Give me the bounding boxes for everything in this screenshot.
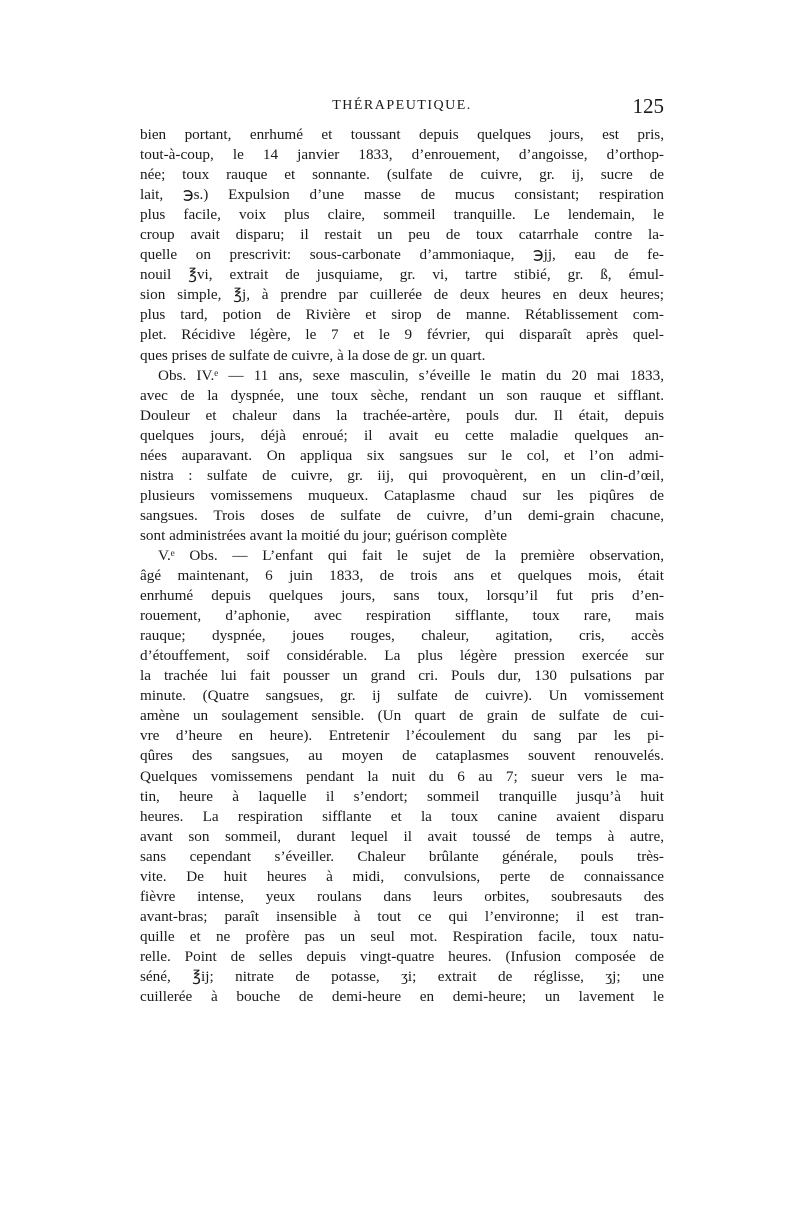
text-line: plet. Récidive légère, le 7 et le 9 février, qui disparaît après quel- bbox=[140, 326, 664, 344]
text-line: quelle on prescrivit: sous-carbonate d’ammoniaque, ℈jj, eau de fe- bbox=[140, 246, 664, 264]
text-line: croup avait disparu; il restait un peu de toux catarrhale contre la- bbox=[140, 226, 664, 244]
text-line: bien portant, enrhumé et toussant depuis quelques jours, est pris, bbox=[140, 126, 664, 143]
text-line: vre d’heure en heure). Entretenir l’écoulement du sang par les pi- bbox=[140, 727, 664, 745]
text-line: avant son sommeil, durant lequel il avait toussé de temps à autre, bbox=[140, 827, 664, 845]
text-line: plus facile, voix plus claire, sommeil tranquille. Le lendemain, le bbox=[140, 206, 664, 224]
text-line: quelques jours, déjà enroué; il avait eu cette maladie quelques an- bbox=[140, 426, 664, 444]
text-line: nistra : sulfate de cuivre, gr. iij, qui provoquèrent, en un clin-d’œil, bbox=[140, 466, 664, 484]
text-line: minute. (Quatre sangsues, gr. ij sulfate de cuivre). Un vomissement bbox=[140, 687, 664, 705]
text-line: avec de la dyspnée, une toux sèche, rendant un son rauque et sifflant. bbox=[140, 386, 664, 404]
text-line: cuillerée à bouche de demi-heure en demi-heure; un lavement le bbox=[140, 988, 664, 1006]
text-line: Obs. IV.ᵉ — 11 ans, sexe masculin, s’éveille le matin du 20 mai 1833, bbox=[158, 366, 664, 384]
text-line: qûres des sangsues, au moyen de cataplasmes souvent renouvelés. bbox=[140, 747, 664, 765]
text-line: V.ᵉ Obs. — L’enfant qui fait le sujet de la première observation, bbox=[158, 546, 664, 564]
text-line: nées auparavant. On appliqua six sangsues sur le col, et l’on admi- bbox=[140, 446, 664, 464]
text-line: lait, ℈s.) Expulsion d’une masse de mucus consistant; respiration bbox=[140, 186, 664, 204]
text-line: amène un soulagement sensible. (Un quart de grain de sulfate de cui- bbox=[140, 707, 664, 725]
text-line: âgé maintenant, 6 juin 1833, de trois ans et quelques mois, était bbox=[140, 567, 664, 585]
running-head bbox=[140, 94, 664, 122]
text-line: sans cependant s’éveiller. Chaleur brûlante générale, pouls très- bbox=[140, 847, 664, 865]
text-line: nouil ℥vi, extrait de jusquiame, gr. vi, tartre stibié, gr. ß, émul- bbox=[140, 266, 664, 284]
text-line: rouement, d’aphonie, avec respiration sifflante, toux rare, mais bbox=[140, 607, 664, 625]
text-line: sont administrées avant la moitié du jour; guérison complète bbox=[140, 526, 507, 544]
text-line: rauque; dyspnée, joues rouges, chaleur, agitation, cris, accès bbox=[140, 627, 664, 645]
text-line: Douleur et chaleur dans la trachée-artère, pouls dur. Il était, depuis bbox=[140, 406, 664, 424]
text-line: enrhumé depuis quelques jours, sans toux, lorsqu’il fut pris d’en- bbox=[140, 587, 664, 605]
text-line: sion simple, ℥j, à prendre par cuillerée de deux heures en deux heures; bbox=[140, 286, 664, 304]
text-line: sangsues. Trois doses de sulfate de cuivre, d’un demi-grain chacune, bbox=[140, 506, 664, 524]
text-line: plus tard, potion de Rivière et sirop de manne. Rétablissement com- bbox=[140, 306, 664, 324]
text-line: quille et ne profère pas un seul mot. Respiration facile, toux natu- bbox=[140, 927, 664, 945]
text-line: vite. De huit heures à midi, convulsions, perte de connaissance bbox=[140, 867, 664, 885]
text-line: avant-bras; paraît insensible à tout ce qui l’environne; il est tran- bbox=[140, 907, 664, 925]
text-line: Quelques vomissemens pendant la nuit du 6 au 7; sueur vers le ma- bbox=[140, 767, 664, 785]
text-line: fièvre intense, yeux roulans dans leurs orbites, soubresauts des bbox=[140, 887, 664, 905]
text-line: ques prises de sulfate de cuivre, à la dose de gr. un quart. bbox=[140, 346, 486, 364]
text-line: plusieurs vomissemens muqueux. Cataplasme chaud sur les piqûres de bbox=[140, 486, 664, 504]
text-line: la trachée lui fait pousser un grand cri. Pouls dur, 130 pulsations par bbox=[140, 667, 664, 685]
text-line: séné, ℥ij; nitrate de potasse, ʒi; extrait de réglisse, ʒj; une bbox=[140, 967, 664, 985]
text-line: heures. La respiration sifflante et la toux canine avaient disparu bbox=[140, 807, 664, 825]
text-line: relle. Point de selles depuis vingt-quatre heures. (Infusion composée de bbox=[140, 947, 664, 965]
text-line: tin, heure à laquelle il s’endort; sommeil tranquille jusqu’à huit bbox=[140, 787, 664, 805]
page-number: 125 bbox=[632, 94, 664, 118]
text-line: d’étouffement, soif considérable. La plus légère pression exercée sur bbox=[140, 647, 664, 665]
body-text bbox=[140, 125, 664, 1007]
running-title: THÉRAPEUTIQUE. bbox=[332, 98, 472, 113]
text-line: née; toux rauque et sonnante. (sulfate de cuivre, gr. ij, sucre de bbox=[140, 166, 664, 184]
text-line: tout-à-coup, le 14 janvier 1833, d’enrouement, d’angoisse, d’orthop- bbox=[140, 146, 664, 164]
